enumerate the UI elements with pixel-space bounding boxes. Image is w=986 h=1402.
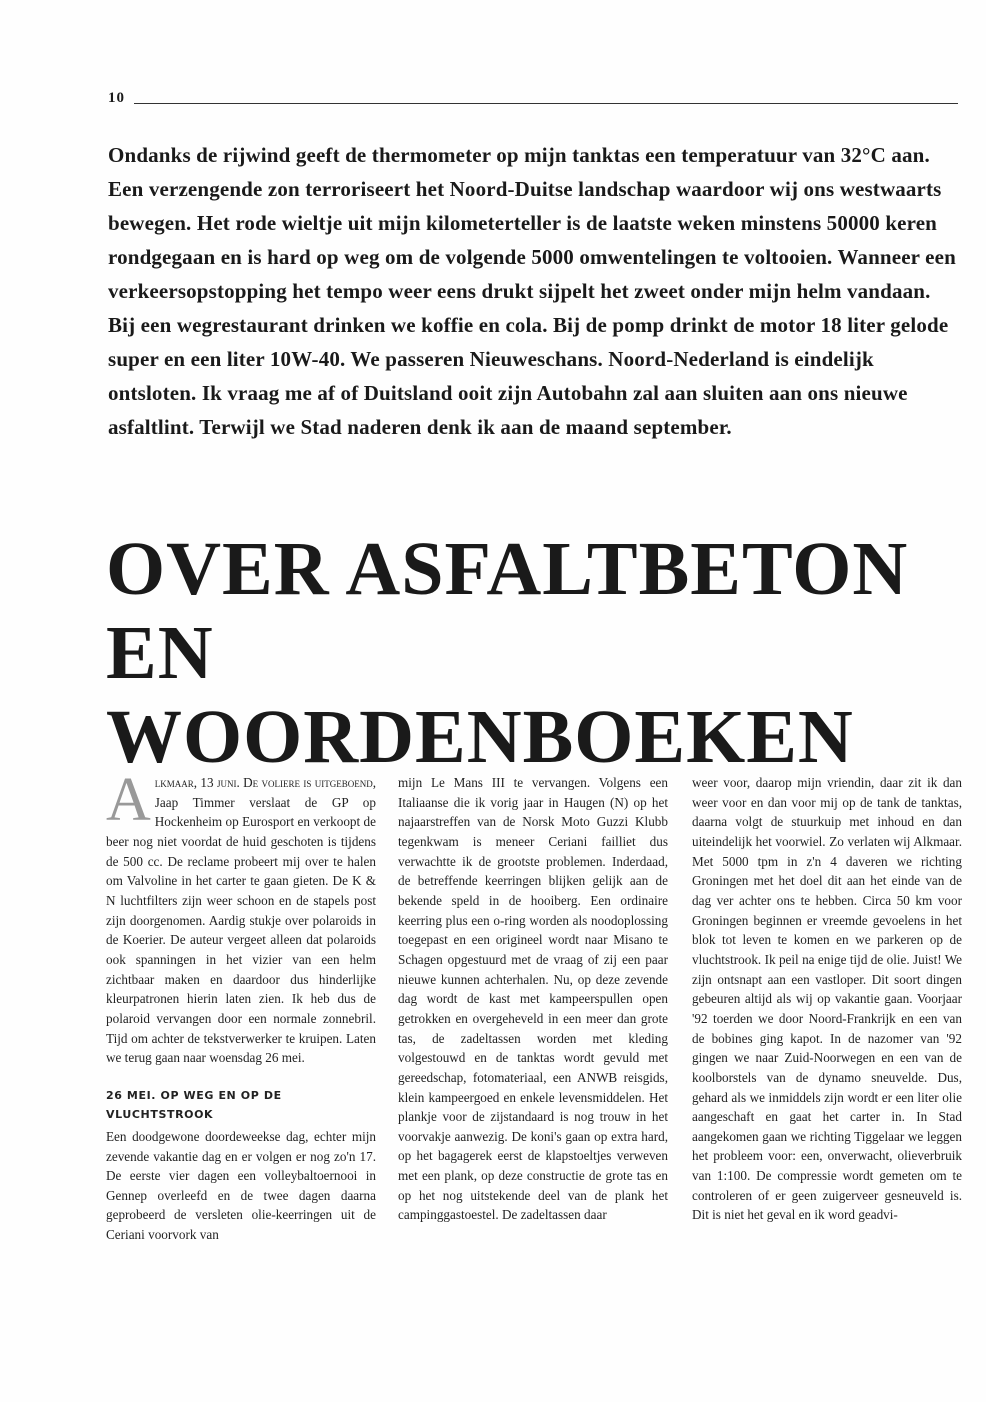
headline-line-1: OVER ASFALTBETON <box>106 527 909 611</box>
column-2-text: mijn Le Mans III te vervangen. Volgens een Italiaanse die ik vorig jaar in Haugen (N) op het najaarstreffen van de Norsk Moto Guzzi Klubb tegenkwam is meneer Ceriani failliet dus verwachtte ik de grootste problemen. Inderdaad, de betreffende keerringen blijken gelijk aan de bekende speld in de hooiberg. Een ordinaire keerring plus een o-ring worden als noodoplossing toegepast en een origineel wordt naar Misano te Schagen opgestuurd met de vraag of zij een paar nieuwe kunnen achterhalen. Nu, op deze zevende dag wordt de kast met kampeerspullen open getrokken en overgeheveld in een meer dan grote tas, de zadeltassen worden met kleding volgestouwd en de tanktas wordt gevuld met gereedschap, fotomateriaal, een ANWB reisgids, klein kampeergoed en enkele levensmiddelen. Het plankje voor de zijstandaard is nog trouw in het voorvakje aanwezig. De koni's gaan op extra hard, op het bagagerek eerst de klapstoeltjes verweven met een plank, op deze constructie de grote tas en op het nog uitstekende deel van de plank het campinggastoestel. De zadeltassen daar <box>398 775 668 1223</box>
column-1-paragraph-1 <box>106 766 376 1068</box>
article-headline <box>106 527 966 779</box>
column-1-paragraph-2: Een doodgewone doordeweekse dag, echter mijn zevende vakantie dag en er volgen er nog zo'n 17. De eerste vier dagen een volleybaltoernooi in Gennep overleefd en de twee dagen daarna geprobeerd de versleten olie-keerringen uit de Ceriani voorvork van <box>106 1128 376 1243</box>
column-3-text: weer voor, daarop mijn vriendin, daar zit ik dan weer voor en dan voor mij op de tank de tanktas, daarna volgt de stuurkuip met inhoud en dan uiteindelijk het voorwiel. Zo verlaten wij Alkmaar. Met 5000 tpm in z'n 4 daveren we richting Groningen met het doel dit aan het einde van de dag ver achter ons te hebben. Circa 50 km voor Groningen beginnen er vreemde gevoelens in het blok tot leven te komen en we parkeren op de vluchtstrook. Ik peil na enige tijd de olie. Juist! We zijn ontsnapt aan een vastloper. Dit soort dingen gebeuren altijd als wij op vakantie gaan. Voorjaar '92 toerden we door Noord-Frankrijk en een van de bobines ging kapot. In de nazomer van '92 gingen we naar Zuid-Noorwegen en een van de koolborstels van de dynamo sneuvelde. Dus, gehard als we inmiddels zijn wordt er een liter olie aangeschaft en gaat het carter in. In Stad aangekomen gaan we richting Tiggelaar we leggen het probleem voor: een, onverwacht, olieverbruik van 1:100. De compressie wordt gemeten om te controleren of er geen zuigerveer gesneuveld is. Dit is niet het geval en ik word geadvi- <box>692 775 962 1223</box>
column-1-text-1: Jaap Timmer verslaat de GP op Hockenheim op Eurosport en verkoopt de beer nog niet voordat de huid geschoten is tijdens de 500 cc. De reclame probeert mij over te halen om Valvoline in het carter te gaan gieten. De K & N luchtfilters zijn weer schoon en de stapels post zijn doorgenomen. Aardig stukje over polaroids in de Koerier. De auteur vergeet alleen dat polaroids ook spanningen in het vizier van een helm zichtbaar maken en daardoor dus hinderlijke kleurpatronen hierin laten zien. Ik heb dus de polaroid vervangen door een normale zonnebril. Tijd om achter de tekstverwerker te kruipen. Laten we terug gaan naar woensdag 26 mei. <box>106 794 376 1066</box>
dateline: lkmaar, 13 juni. De voliere is uitgeboend, <box>154 775 376 790</box>
page-number: 10 <box>108 90 125 106</box>
section-subhead: 26 MEI. OP WEG EN OP DE VLUCHTSTROOK <box>106 1088 282 1121</box>
header-rule <box>134 103 958 104</box>
headline-line-2: EN WOORDENBOEKEN <box>106 611 854 779</box>
drop-cap: A <box>106 766 151 834</box>
article-column-3 <box>692 773 962 1225</box>
article-column-2 <box>398 773 668 1225</box>
intro-paragraph: Ondanks de rijwind geeft de thermometer op mijn tanktas een temperatuur van 32°C aan. Een verzengende zon terroriseert het Noord-Duitse landschap waardoor wij ons westwaarts bewegen. Het rode wieltje uit mijn kilometerteller is de laatste weken minstens 50000 keren rondgegaan en is hard op weg om de volgende 5000 omwentelingen te voltooien. Wanneer een verkeersopstopping het tempo weer eens drukt sijpelt het zweet onder mijn helm vandaan. Bij een wegrestaurant drinken we koffie en cola. Bij de pomp drinkt de motor 18 liter gelode super en een liter 10W-40. We passeren Nieuweschans. Noord-Nederland is eindelijk ontsloten. Ik vraag me af of Duitsland ooit zijn Autobahn zal aan sluiten aan ons nieuwe asfaltlint. Terwijl we Stad naderen denk ik aan de maand september. <box>108 143 956 439</box>
article-column-1 <box>106 766 376 1245</box>
